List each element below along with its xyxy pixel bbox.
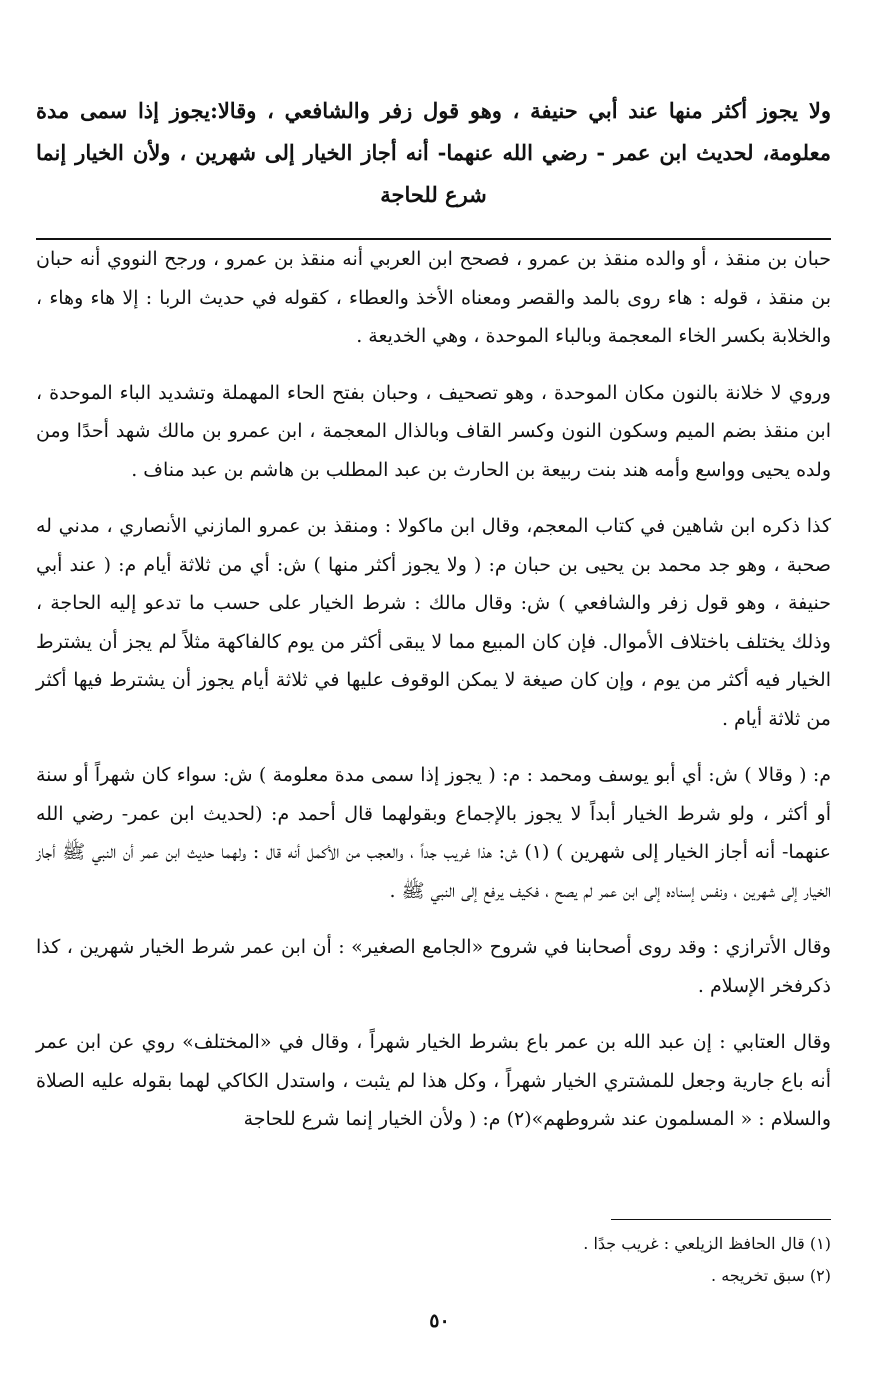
footnotes bbox=[331, 1228, 831, 1292]
commentary bbox=[36, 240, 831, 1139]
footnote-separator bbox=[611, 1219, 831, 1220]
footnote: (٢) سبق تخريجه . bbox=[711, 1266, 831, 1285]
commentary-paragraph: م: ( وقالا ) ش: أي أبو يوسف ومحمد : م: ( يجوز إذا سمى مدة معلومة ) ش: سواء كان شهراً أو سنة أو أكثر ، ولو شرط الخيار أبداً لا يجوز بالإجماع وبقولهما قال أحمد م: (لحديث ابن عمر- رضي الله عنهما- أنه أجاز الخيار إلى شهرين ) (١) ش: هذا غريب جداً ، والعجب من الأكمل أنه قال : ولهما حديث ابن عمر أن النبي ﷺ أجاز الخيار إلى شهرين ، ونفس إسناده إلى ابن عمر لم يصح ، فكيف يرفع إلى النبي ﷺ . bbox=[36, 764, 832, 902]
commentary-paragraph: حبان بن منقذ ، أو والده منقذ بن عمرو ، فصحح ابن العربي أنه منقذ بن عمرو ، ورجح النووي أنه حبان بن منقذ ، قوله : هاء روى بالمد والقصر ومعناه الأخذ والعطاء ، كقوله في حديث الربا : إلا هاء وهاء ، والخلابة بكسر الخاء المعجمة وبالباء الموحدة ، وهي الخديعة . bbox=[36, 248, 831, 347]
commentary-paragraph: وروي لا خلانة بالنون مكان الموحدة ، وهو تصحيف ، وحبان بفتح الحاء المهملة وتشديد الباء الموحدة ، ابن منقذ بضم الميم وسكون النون وكسر القاف وبالذال المعجمة ، ابن عمرو بن مالك شهد أحدًا ومن ولده يحيى وواسع وأمه هند بنت ربيعة بن الحارث بن عبد المطلب بن هاشم بن عبد مناف . bbox=[36, 381, 831, 481]
commentary-paragraph: وقال الأترازي : وقد روى أصحابنا في شروح «الجامع الصغير» : أن ابن عمر شرط الخيار شهرين ، كذا ذكرفخر الإسلام . bbox=[36, 936, 831, 997]
page-number: ٥٠ bbox=[429, 1310, 450, 1332]
commentary-paragraph: كذا ذكره ابن شاهين في كتاب المعجم، وقال ابن ماكولا : ومنقذ بن عمرو المازني الأنصاري ، مدني له صحبة ، وهو جد محمد بن يحيى بن حبان م: ( ولا يجوز أكثر منها ) ش: أي من ثلاثة أيام م: ( عند أبي حنيفة ، وهو قول زفر والشافعي ) ش: وقال مالك : شرط الخيار على حسب ما تدعو إليه الحاجة ، وذلك يختلف باختلاف الأموال. فإن كان المبيع مما لا يبقى أكثر من يوم كالفاكهة مثلاً لم يجز أن يشترط الخيار فيه أكثر من يوم ، وإن كان صيغة لا يمكن الوقوف عليها في ثلاثة أيام يجوز أن يشترط فيها أكثر من ثلاثة أيام . bbox=[36, 515, 831, 730]
matn-text: ولا يجوز أكثر منها عند أبي حنيفة ، وهو قول زفر والشافعي ، وقالا:يجوز إذا سمى مدة معلومة، لحديث ابن عمر - رضي الله عنهما- أنه أجاز الخيار إلى شهرين ، ولأن الخيار إنما شرع للحاجة bbox=[36, 98, 831, 207]
footnote: (١) قال الحافظ الزيلعي : غريب جدًا . bbox=[583, 1234, 831, 1253]
commentary-paragraph: وقال العتابي : إن عبد الله بن عمر باع بشرط الخيار شهراً ، وقال في «المختلف» روي عن ابن عمر أنه باع جارية وجعل للمشتري الخيار شهراً ، وكل هذا لم يثبت ، واستدل الكاكي لهما بقوله عليه الصلاة والسلام : « المسلمون عند شروطهم»(٢) م: ( ولأن الخيار إنما شرع للحاجة bbox=[36, 1031, 831, 1130]
